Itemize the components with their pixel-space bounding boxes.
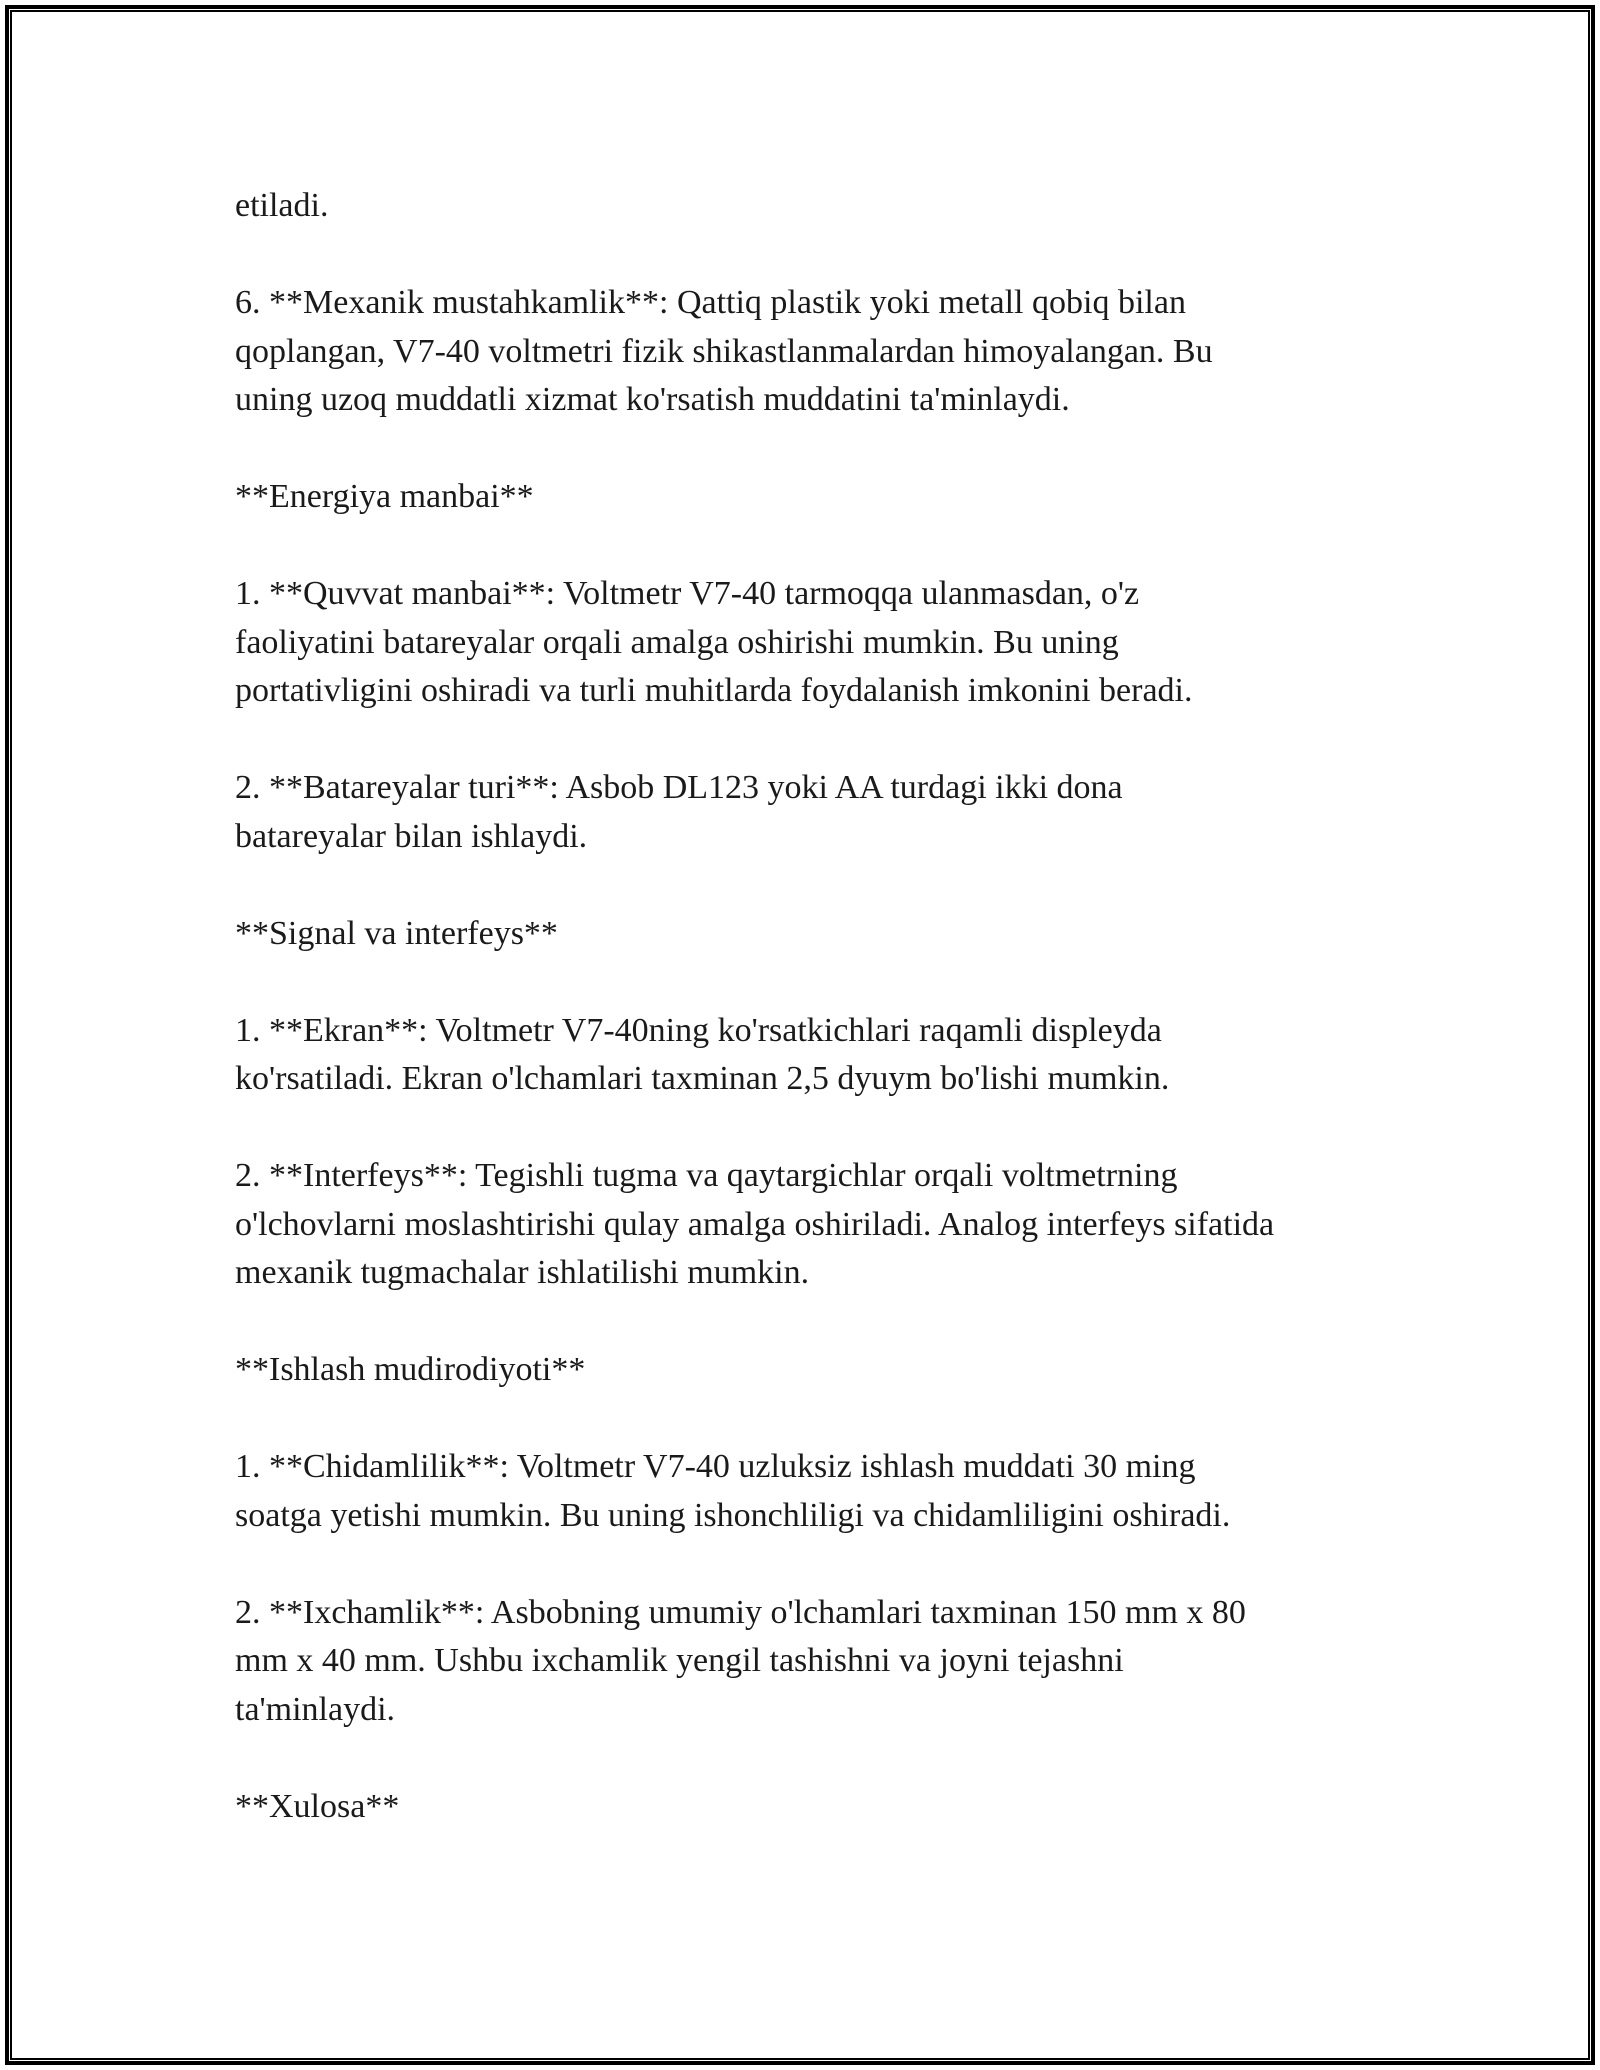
heading-operation: **Ishlash mudirodiyoti** bbox=[235, 1351, 586, 1388]
paragraph-screen: 1. **Ekran**: Voltmetr V7-40ning ko'rsatkichlari raqamli displeyda ko'rsatiladi. Ekran o'lchamlari taxminan 2,5 dyuym bo'lishi mumkin. bbox=[235, 1011, 1170, 1097]
paragraph-interface: 2. **Interfeys**: Tegishli tugma va qaytargichlar orqali voltmetrning o'lchovlarni moslashtirishi qulay amalga oshiriladi. Analog interfeys sifatida mexanik tugmachalar ishlatilishi mumkin. bbox=[235, 1157, 1275, 1291]
document-body bbox=[235, 182, 1375, 1880]
paragraph-mechanical-strength: 6. **Mexanik mustahkamlik**: Qattiq plastik yoki metall qobiq bilan qoplangan, V7-40 voltmetri fizik shikastlanmalardan himoyalangan. Bu uning uzoq muddatli xizmat ko'rsatish muddatini ta'minlaydi. bbox=[235, 284, 1213, 418]
paragraph-continuation: etiladi. bbox=[235, 187, 329, 224]
paragraph-compactness: 2. **Ixchamlik**: Asbobning umumiy o'lchamlari taxminan 150 mm x 80 mm x 40 mm. Ushbu ixchamlik yengil tashishni va joyni tejashni ta'minlaydi. bbox=[235, 1593, 1246, 1728]
paragraph-power-source: 1. **Quvvat manbai**: Voltmetr V7-40 tarmoqqa ulanmasdan, o'z faoliyatini batareyalar orqali amalga oshirishi mumkin. Bu uning portativligini oshiradi va turli muhitlarda foydalanish imkonini beradi. bbox=[235, 575, 1193, 709]
heading-energy-source: **Energiya manbai** bbox=[235, 478, 534, 515]
paragraph-durability: 1. **Chidamlilik**: Voltmetr V7-40 uzluksiz ishlash muddati 30 ming soatga yetishi mumkin. Bu uning ishonchliligi va chidamliligini oshiradi. bbox=[235, 1448, 1231, 1534]
paragraph-battery-type: 2. **Batareyalar turi**: Asbob DL123 yoki AA turdagi ikki dona batareyalar bilan ishlaydi. bbox=[235, 769, 1123, 855]
heading-signal-interface: **Signal va interfeys** bbox=[235, 914, 558, 952]
heading-conclusion: **Xulosa** bbox=[235, 1787, 400, 1825]
